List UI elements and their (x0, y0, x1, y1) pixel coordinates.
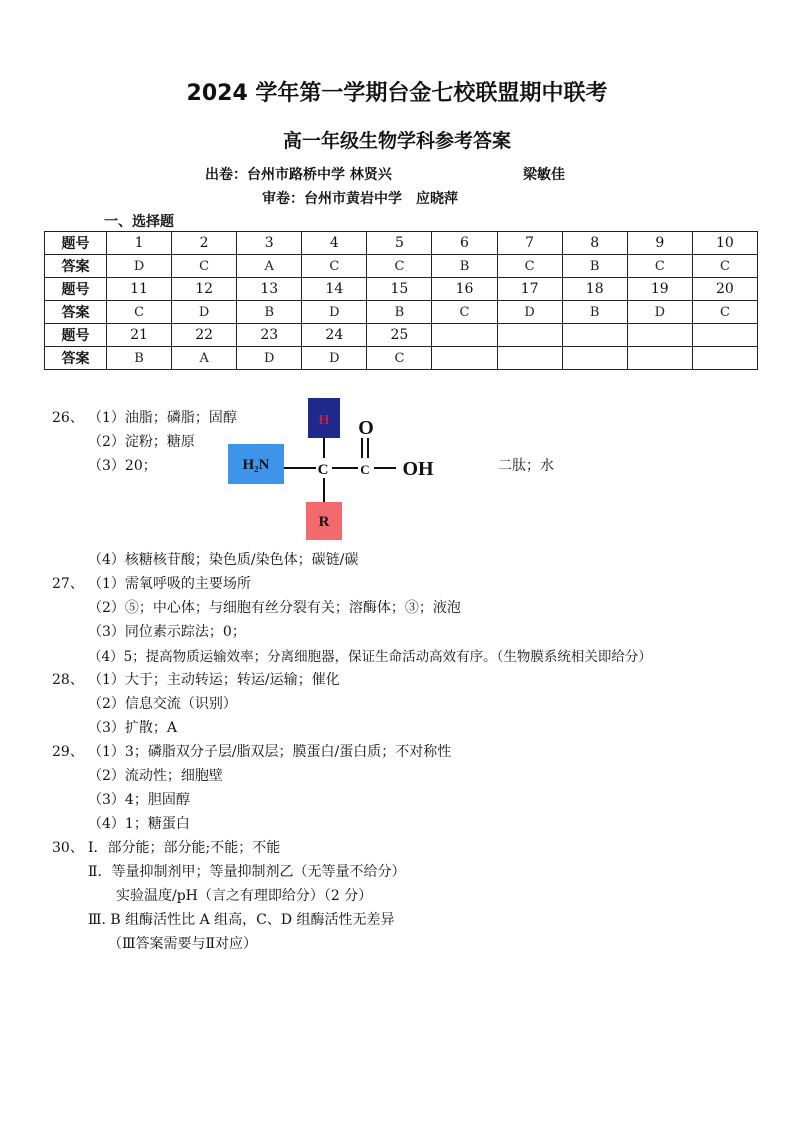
question-number-cell: 11 (107, 278, 172, 301)
question-number-cell: 12 (172, 278, 237, 301)
q28-number: 28、 (52, 672, 84, 688)
q26-answer-3: （3）20； (88, 458, 157, 474)
author-line: 出卷：台州市路桥中学 林贤兴 (205, 167, 392, 183)
answer-cell: B (432, 255, 497, 278)
q29-answer-3: （3）4；胆固醇 (88, 792, 190, 808)
question-number-cell: 22 (172, 324, 237, 347)
answer-cell: D (237, 347, 302, 370)
q26-number: 26、 (52, 410, 84, 426)
q29-number: 29、 (52, 744, 84, 760)
answer-cell (692, 347, 757, 370)
amino-acid-diagram (226, 398, 446, 542)
answer-cell: B (562, 255, 627, 278)
h-label: H (318, 413, 330, 428)
q28-answer-1: （1）大于；主动转运；转运/运输；催化 (88, 672, 340, 688)
question-number-cell: 16 (432, 278, 497, 301)
q30-answer-2b: 实验温度/pH（言之有理即给分）（2 分） (116, 888, 373, 904)
question-number-cell: 25 (367, 324, 432, 347)
q29-answer-4: （4）1；糖蛋白 (88, 816, 190, 832)
row-header-question: 题号 (45, 232, 107, 255)
q30-answer-2: Ⅱ．等量抑制剂甲；等量抑制剂乙（无等量不给分） (88, 864, 406, 880)
answer-cell: C (302, 255, 367, 278)
answer-cell: C (692, 255, 757, 278)
q27-answer-1: （1）需氧呼吸的主要场所 (88, 576, 251, 592)
q26-answer-1: （1）油脂；磷脂；固醇 (88, 410, 237, 426)
row-header-answer: 答案 (45, 301, 107, 324)
question-number-cell: 24 (302, 324, 367, 347)
question-number-cell: 19 (627, 278, 692, 301)
row-header-answer: 答案 (45, 347, 107, 370)
answer-cell: C (107, 301, 172, 324)
question-number-cell: 9 (627, 232, 692, 255)
row-header-question: 题号 (45, 278, 107, 301)
question-number-cell: 1 (107, 232, 172, 255)
reviewer-line: 审卷：台州市黄岩中学 应晓萍 (262, 191, 458, 207)
q26-answer-3-tail: 二肽；水 (498, 458, 554, 474)
q27-answer-4: （4）5；提高物质运输效率；分离细胞器，保证生命活动高效有序。（生物膜系统相关即给分） (88, 649, 652, 665)
question-number-cell: 15 (367, 278, 432, 301)
q27-answer-2: （2）⑤；中心体；与细胞有丝分裂有关；溶酶体；③；液泡 (88, 600, 461, 616)
question-number-cell: 23 (237, 324, 302, 347)
h2n-label: H₂N (242, 457, 270, 473)
answer-cell (562, 347, 627, 370)
answer-row (45, 301, 758, 324)
q30-answer-3b: （Ⅲ答案需要与Ⅱ对应） (108, 936, 258, 952)
answer-cell: C (367, 255, 432, 278)
q30-answer-1: Ⅰ．部分能；部分能;不能；不能 (88, 840, 281, 856)
q28-answer-3: （3）扩散；A (88, 720, 178, 736)
answer-cell: D (497, 301, 562, 324)
answer-cell: C (432, 301, 497, 324)
question-number-cell (432, 324, 497, 347)
q29-answer-1: （1）3；磷脂双分子层/脂双层；膜蛋白/蛋白质；不对称性 (88, 744, 452, 760)
answer-cell: B (562, 301, 627, 324)
question-number-cell: 13 (237, 278, 302, 301)
row-header-answer: 答案 (45, 255, 107, 278)
section-heading: 一、选择题 (104, 214, 174, 230)
question-number-cell: 14 (302, 278, 367, 301)
question-number-cell: 4 (302, 232, 367, 255)
q30-number: 30、 (52, 840, 84, 856)
q26-answer-4: （4）核糖核苷酸；染色质/染色体；碳链/碳 (88, 552, 359, 568)
question-number-cell: 21 (107, 324, 172, 347)
answer-cell (432, 347, 497, 370)
question-number-cell: 8 (562, 232, 627, 255)
q30-answer-3: Ⅲ. B 组酶活性比 A 组高，C、D 组酶活性无差异 (88, 912, 395, 928)
answer-cell: D (627, 301, 692, 324)
alpha-carbon: C (317, 462, 329, 478)
answer-cell (627, 347, 692, 370)
answer-cell: B (367, 301, 432, 324)
answer-cell: B (237, 301, 302, 324)
answer-cell: A (172, 347, 237, 370)
q27-number: 27、 (52, 576, 84, 592)
answer-cell: B (107, 347, 172, 370)
question-number-cell: 2 (172, 232, 237, 255)
answer-cell: C (367, 347, 432, 370)
question-number-cell: 10 (692, 232, 757, 255)
question-number-cell: 7 (497, 232, 562, 255)
question-number-row (45, 232, 758, 255)
q26-answer-2: （2）淀粉；糖原 (88, 434, 195, 450)
question-number-row (45, 324, 758, 347)
answer-row (45, 347, 758, 370)
question-number-row (45, 278, 758, 301)
answer-table (44, 231, 758, 370)
answer-cell: A (237, 255, 302, 278)
row-header-question: 题号 (45, 324, 107, 347)
question-number-cell: 17 (497, 278, 562, 301)
question-number-cell: 3 (237, 232, 302, 255)
question-number-cell: 5 (367, 232, 432, 255)
answer-cell: D (302, 301, 367, 324)
answer-cell: C (627, 255, 692, 278)
document-subtitle: 高一年级生物学科参考答案 (282, 130, 511, 152)
document-title: 2024 学年第一学期台金七校联盟期中联考 (186, 81, 608, 106)
hydroxyl-label: OH (402, 458, 434, 480)
answer-cell: D (302, 347, 367, 370)
question-number-cell: 6 (432, 232, 497, 255)
oxygen-label: O (358, 417, 374, 439)
q27-answer-3: （3）同位素示踪法；0； (88, 624, 246, 640)
answer-cell: C (172, 255, 237, 278)
q29-answer-2: （2）流动性；细胞壁 (88, 768, 223, 784)
question-number-cell (627, 324, 692, 347)
answer-cell: C (692, 301, 757, 324)
answer-cell (497, 347, 562, 370)
question-number-cell (497, 324, 562, 347)
question-number-cell: 18 (562, 278, 627, 301)
r-label: R (318, 514, 330, 530)
q28-answer-2: （2）信息交流（识别） (88, 696, 237, 712)
answer-cell: C (497, 255, 562, 278)
author-second: 梁敏佳 (523, 167, 565, 183)
answer-row (45, 255, 758, 278)
question-number-cell (692, 324, 757, 347)
question-number-cell: 20 (692, 278, 757, 301)
answer-cell: D (107, 255, 172, 278)
answer-cell: D (172, 301, 237, 324)
question-number-cell (562, 324, 627, 347)
carboxyl-carbon: C (360, 462, 370, 477)
